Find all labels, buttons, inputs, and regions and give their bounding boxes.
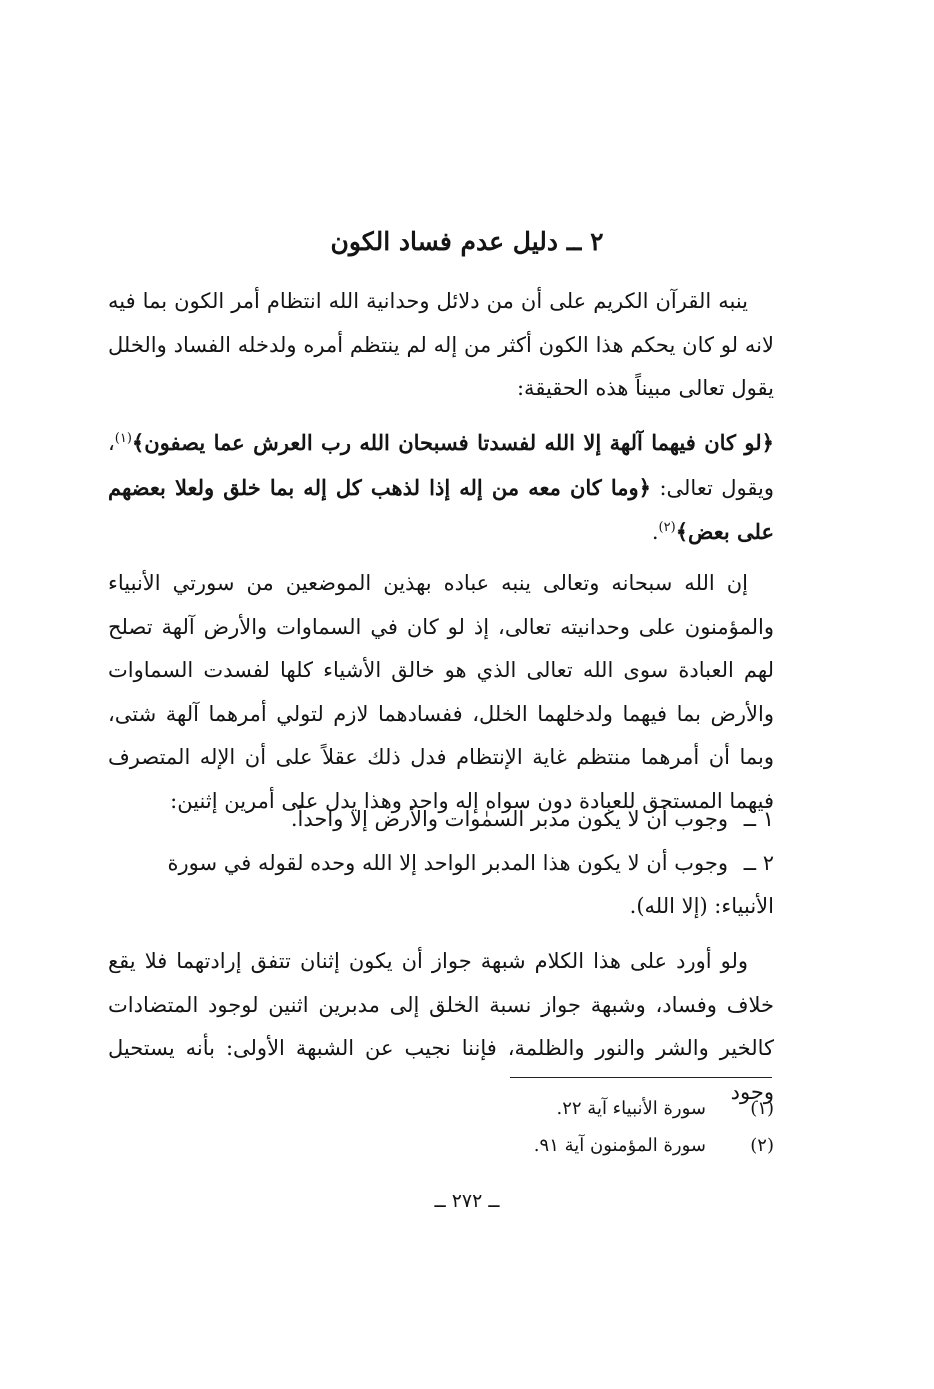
list-item: [108, 798, 774, 842]
list-item-text: وجوب أن لا يكون هذا المدبر الواحد إلا الله وحده لقوله في سورة الأنبياء: (إلا الله).: [167, 850, 774, 918]
paragraph-intro: [108, 280, 774, 411]
footnote-text: سورة الأنبياء آية ٢٢.: [556, 1098, 706, 1119]
list-item-number: ١ ــ: [743, 807, 774, 831]
quran-verse-2: ﴿وما كان معه من إله إذا لذهب كل إله بما خلق ولعلا بعضهم على بعض﴾: [108, 474, 774, 544]
paragraph-explanation: [108, 562, 774, 823]
paragraph-explanation-text: إن الله سبحانه وتعالى ينبه عباده بهذين الموضعين من سورتي الأنبياء والمؤمنون على وحدانيته تعالى، إذ لو كان في السماوات والأرض آلهة تصلح لهم العبادة سوى الله تعالى الذي هو خالق الأشياء كلها لفسدت السماوات والأرض بما فيهما ولدخلهما الخلل، ففسادهما لازم لتولي أمرهما آلهة شتى، وبما أن أمرهما منتظم غاية الإنتظام فدل ذلك عقلاً على أن الإله المتصرف فيهما المستحق للعبادة دون سواه إله واحد وهذا يدل على أمرين إثنين:: [108, 571, 774, 813]
footnotes: [534, 1090, 774, 1164]
verse-end: .: [651, 520, 659, 544]
list-item: [108, 842, 774, 929]
page-number: ــ ٢٧٢ ــ: [434, 1190, 500, 1212]
numbered-list: [108, 798, 774, 929]
footnote-ref-2: (٢): [658, 520, 676, 535]
list-item-number: ٢ ــ: [743, 850, 774, 875]
footnote-ref-1: (١): [114, 431, 132, 446]
quran-verse-1: ﴿لو كان فيهما آلهة إلا الله لفسدتا فسبحان الله رب العرش عما يصفون﴾: [131, 430, 774, 455]
list-item-text: وجوب أن لا يكون مدبر السمٰوات والأرض إلا واحداً.: [290, 807, 728, 831]
section-heading: ٢ ــ دليل عدم فساد الكون: [330, 227, 604, 256]
footnote-number: (٢): [750, 1135, 774, 1156]
footnote-text: سورة المؤمنون آية ٩١.: [533, 1135, 706, 1156]
footnote-number: (١): [750, 1098, 774, 1119]
verse-separator: ، ويقول تعالى:: [108, 431, 774, 500]
paragraph-objection-text: ولو أورد على هذا الكلام شبهة جواز أن يكون إثنان تتفق إرادتهما فلا يقع خلاف وفساد، وشبهة جواز نسبة الخلق إلى مدبرين اثنين لوجود المتضادات كالخير والشر والنور والظلمة، فإننا نجيب عن الشبهة الأولى: بأنه يستحيل وجود: [108, 949, 774, 1104]
footnote-item: [534, 1090, 774, 1127]
paragraph-objection: [108, 940, 774, 1114]
paragraph-verses: [108, 421, 774, 555]
footnote-divider: [510, 1077, 772, 1078]
paragraph-intro-text: ينبه القرآن الكريم على أن من دلائل وحدانية الله انتظام أمر الكون بما فيه لانه لو كان يحكم هذا الكون أكثر من إله لم ينتظم أمره ولدخله الفساد والخلل يقول تعالى مبيناً هذه الحقيقة:: [108, 289, 774, 400]
footnote-item: [534, 1127, 774, 1164]
